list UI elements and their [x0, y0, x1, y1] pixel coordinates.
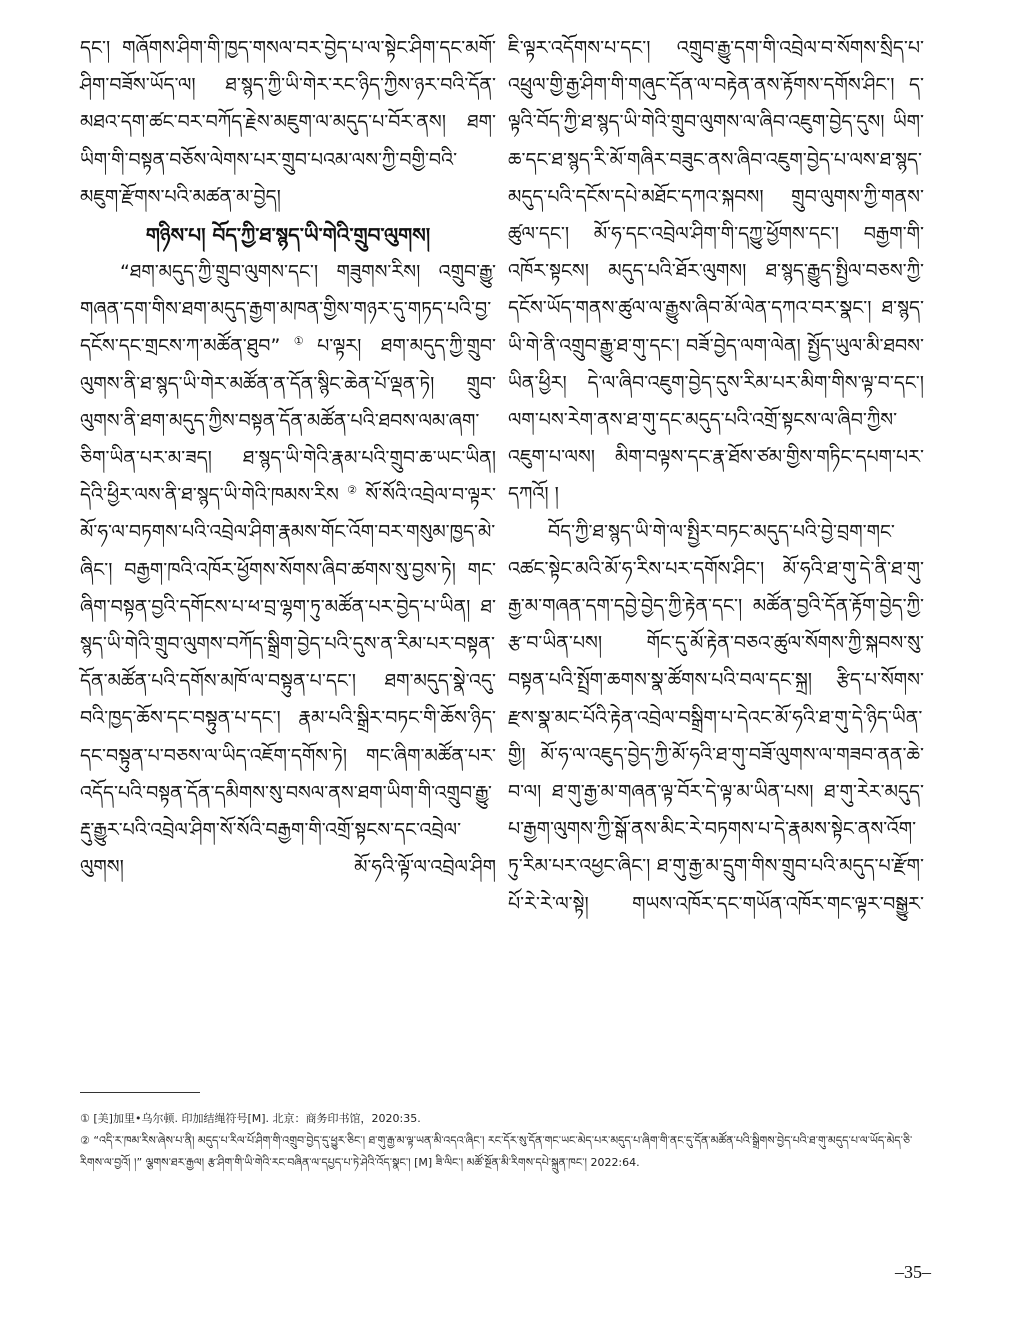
footnote-1 — [80, 1108, 932, 1130]
footnote-text: “འདི་ར་ཁམ་རིས་ཞེས་པ་ནི། མདུད་པ་རིལ་པོ་ཤིག་གི་འགྲུབ་བྱེད་དུ་ཕྱུར་ཅིང་། ཐ་གུ་རྒྱ་མ་ལྟ་ཡན་མི་འདའ་ཞིང་། རང་དོར་སུ་དོན་གང་ཡང་མེད་པར་མདུད་པ་ཞིག་གི་ནང་དུ་དོན་མཚོན་པའི་སྒྲིགས་བྱེད་པའི་ཐ་གུ་མདུད་པ་ལ་ཡོད་མེད་ཅི་རིགས་ལ་བྱའོ། །” ལྕགས་ཐར་རྒྱལ། རྩ་ཤིག་གི་ཡི་གེའི་རང་བཞིན་ལ་དཔྱད་པ་ཏེ་ཤེའི་འོད་སྣང་། [M] ཟི་ལིང་། མཚོ་སྔོན་མི་རིགས་དཔེ་སྐྲུན་ཁང་། 2022:64. — [80, 1134, 913, 1169]
paragraph-text: སོ་སོའི་འབྲེལ་བ་ལྟར་མོ་ཧ་ལ་བཏགས་པའི་འབྲེལ་ཤིག་རྣམས་གོང་འོག་བར་གསུམ་ཁྱད་མེ་ཞིང་། བརྒྱག་ཁའི་འཁོར་ཕྱོགས་སོགས་ཞིབ་ཚགས་སུ་བྱས་ཏེ། གང་ཞིག་བསྟན་བྱའི་དགོངས་པ་ཕ་བྲ་ལྷག་ཏུ་མཚོན་པར་བྱེད་པ་ཡིན། ཐ་སྙད་ཡི་གེའི་གྲུབ་ལུགས་བཀོད་སྒྲིག་བྱེད་པའི་དུས་ན་རིམ་པར་བསྟན་དོན་མཚོན་པའི་དགོས་མཁོ་ལ་བསྟུན་པ་དང་། ཐག་མདུད་སྣེ་འདུ་བའི་ཁྱད་ཆོས་དང་བསྟུན་པ་དང་། རྣམ་པའི་སྒྲིར་བཏང་གི་ཆོས་ཉིད་དང་བསྟུན་པ་བཅས་ལ་ཡིད་འཇོག་དགོས་ཏེ། གང་ཞིག་མཚོན་པར་འདོད་པའི་བསྟན་དོན་དམིགས་སུ་བསལ་ནས་ཐག་ཡིག་གི་འགྲུབ་རྒྱུ་རྡུ་རྒྱུར་པའི་འབྲེལ་ཤིག་སོ་སོའི་བརྒྱག་གི་འགྲོ་སྟངས་དང་འབྲེལ་ལུགས། མོ་ཧའི་ལྟོ་ལ་འབྲེལ་ཤིག — [80, 484, 496, 879]
footnote-mark: ② — [80, 1134, 90, 1147]
paragraph — [80, 254, 496, 886]
paragraph-text: པ་ལྟར། ཐག་མདུད་ཀྱི་གྲུབ་ལུགས་ནི་ཐ་སྙད་ཡི་གེར་མཚོན་ན་དོན་སྙིང་ཆེན་པོ་ལྡན་ཏེ། གྲུབ་ལུགས་ནི་ཐག་མདུད་ཀྱིས་བསྟན་དོན་མཚོན་པའི་ཐབས་ལམ་ཞག་ཅིག་ཡིན་པར་མ་ཟད། ཐ་སྙད་ཡི་གེའི་རྣམ་པའི་གྲུབ་ཆ་ཡང་ཡིན། དེའི་ཕྱིར་ལས་ནི་ཐ་སྙད་ཡི་གེའི་ཁམས་རིས — [80, 335, 496, 507]
footnote-ref-1[interactable]: ① — [280, 335, 318, 349]
footnotes — [80, 1108, 932, 1174]
footnote-divider — [80, 1092, 200, 1093]
paragraph: བོད་ཀྱི་ཐ་སྙད་ཡི་གེ་ལ་སྤྱིར་བཏང་མདུད་པའི་བྱེ་བྲག་གང་འཚང་སྟེང་མའི་མོ་ཧ་རིས་པར་དགོས་ཤིང་། མོ་ཧའི་ཐ་གུ་དེ་ནི་ཐ་གུ་རྒྱ་མ་གཞན་དག་དབྱེ་བྱེད་ཀྱི་རྟེན་དང་། མཚོན་བྱའི་དོན་རྟོག་བྱེད་ཀྱི་རྩ་བ་ཡིན་པས། གོང་དུ་མོ་རྟེན་བཅའ་ཚུལ་སོགས་ཀྱི་སྐབས་སུ་བསྟན་པའི་སྤྲོག་ཆགས་སྣ་ཚོགས་པའི་བལ་དང་སྐྲ། རྩིད་པ་སོགས་རྫས་སྣ་མང་པོའི་རྟེན་འབྲེལ་བསྒྲིག་པ་དེའང་མོ་ཧའི་ཐ་གུ་དེ་ཉིད་ཡིན་གྱི། མོ་ཧ་ལ་འཇུད་བྱེད་ཀྱི་མོ་ཧའི་ཐ་གུ་བཟོ་ལུགས་ལ་གཟབ་ནན་ཆེ་བ་ལ། ཐ་གུ་རྒྱ་མ་གཞན་ལྟ་བོར་དེ་ལྟ་མ་ཡིན་པས། ཐ་གུ་རེར་མདུད་པ་རྒྱག་ལུགས་ཀྱི་སྒོ་ནས་མིང་རེ་བཏགས་པ་དེ་རྣམས་སྟེང་ནས་འོག་ཏུ་རིམ་པར་འཕྱང་ཞིང་། ཐ་གུ་རྒྱ་མ་དྲུག་གིས་གྲུབ་པའི་མདུད་པ་རྫོག་པོ་རེ་རེ་ལ་སྟེ། གཡས་འཁོར་དང་གཡོན་འཁོར་གང་ལྟར་བསྒྱུར་ — [508, 520, 924, 915]
section-heading: གཉིས་པ། བོད་ཀྱི་ཐ་སྙད་ཡི་གེའི་གྲུབ་ལུགས། — [145, 223, 431, 248]
left-column — [80, 30, 496, 886]
right-column — [508, 30, 924, 923]
footnote-ref-2[interactable]: ② — [338, 483, 366, 497]
footnote-mark: ① — [80, 1112, 90, 1125]
paragraph-text: “ཐག་མདུད་ཀྱི་གྲུབ་ལུགས་དང་། གཟུགས་རིས། འགྲུབ་རྒྱུ་གཞན་དག་གིས་ཐག་མདུད་རྒྱག་མཁན་གྱིས་གཉར་དུ་གཏད་པའི་བྱ་དངོས་དང་གྲངས་ཀ་མཚོན་ཐུབ” — [80, 261, 496, 358]
page-number: –35– — [895, 1262, 931, 1282]
paragraph: ཇི་ལྟར་འདོགས་པ་དང་། འགྲུབ་རྒྱུ་དག་གི་འབྲེལ་བ་སོགས་སྲིད་པ་འཕྲུལ་གྱི་རྒྱ་ཤིག་གི་གཞུང་དོན་ལ་བརྟེན་ནས་རྟོགས་དགོས་ཤིང་། ད་ལྟའི་བོད་ཀྱི་ཐ་སྙད་ཡི་གེའི་གྲུབ་ལུགས་ལ་ཞིབ་འཇུག་བྱེད་དུས། ཡིག་ཆ་དང་ཐ་སྙད་རི་མོ་གཞིར་བཟུང་ནས་ཞིབ་འཇུག་བྱེད་པ་ལས་ཐ་སྙད་མདུད་པའི་དངོས་དཔེ་མཐོང་དཀའ་སྐབས། གྲུབ་ལུགས་ཀྱི་གནས་ཚུལ་དང་། མོ་ཧ་དང་འབྲེལ་ཤིག་གི་དཀྱུ་ཕྱོགས་དང་། བརྒྱག་གི་འཁོར་སྟངས། མདུད་པའི་ཐོར་ལུགས། ཐ་སྙད་རྒྱུད་སྤྱིལ་བཅས་ཀྱི་དངོས་ཡོད་གནས་ཚུལ་ལ་རྒྱུས་ཞིབ་མོ་ལེན་དཀའ་བར་སྣང་། ཐ་སྙད་ཡི་གེ་ནི་འགྲུབ་རྒྱུ་ཐ་གུ་དང་། བཟོ་བྱེད་ལག་ལེན། སྤྱོད་ཡུལ་མི་ཐབས་ཡིན་ཕྱིར། དེ་ལ་ཞིབ་འཇུག་བྱེད་དུས་རིམ་པར་མིག་གིས་ལྟ་བ་དང་། ལག་པས་རེག་ནས་ཐ་གུ་དང་མདུད་པའི་འགྲོ་སྟངས་ལ་ཞིབ་ཀྱིས་འཇུག་པ་ལས། མིག་བལྟས་དང་རྣ་ཐོས་ཙམ་གྱིས་གཏིང་དཔག་པར་དཀའོ། ། — [508, 37, 924, 506]
footnote-text: [美]加里•乌尔顿. 印加结绳符号[M]. 北京：商务印书馆，2020:35. — [93, 1112, 421, 1125]
paragraph: དང་། གཞོགས་ཤིག་གི་ཁྱད་གསལ་བར་བྱེད་པ་ལ་སྟེང་ཤིག་དང་མགོ་ཤིག་བཟོས་ཡོད་ལ། ཐ་སྙད་ཀྱི་ཡི་གེར་རང་ཉིད་ཀྱིས་ཉར་བའི་དོན་མཐའ་དག་ཚང་བར་བཀོད་རྗེས་མཇུག་ལ་མདུད་པ་བོར་ནས། ཐག་ཡིག་གི་བསྟན་བཅོས་ལེགས་པར་གྲུབ་པའམ་ལས་ཀྱི་བགྱི་བའི་མཇུག་རྫོགས་པའི་མཚན་མ་བྱེད། — [80, 37, 496, 208]
footnote-2 — [80, 1130, 932, 1174]
